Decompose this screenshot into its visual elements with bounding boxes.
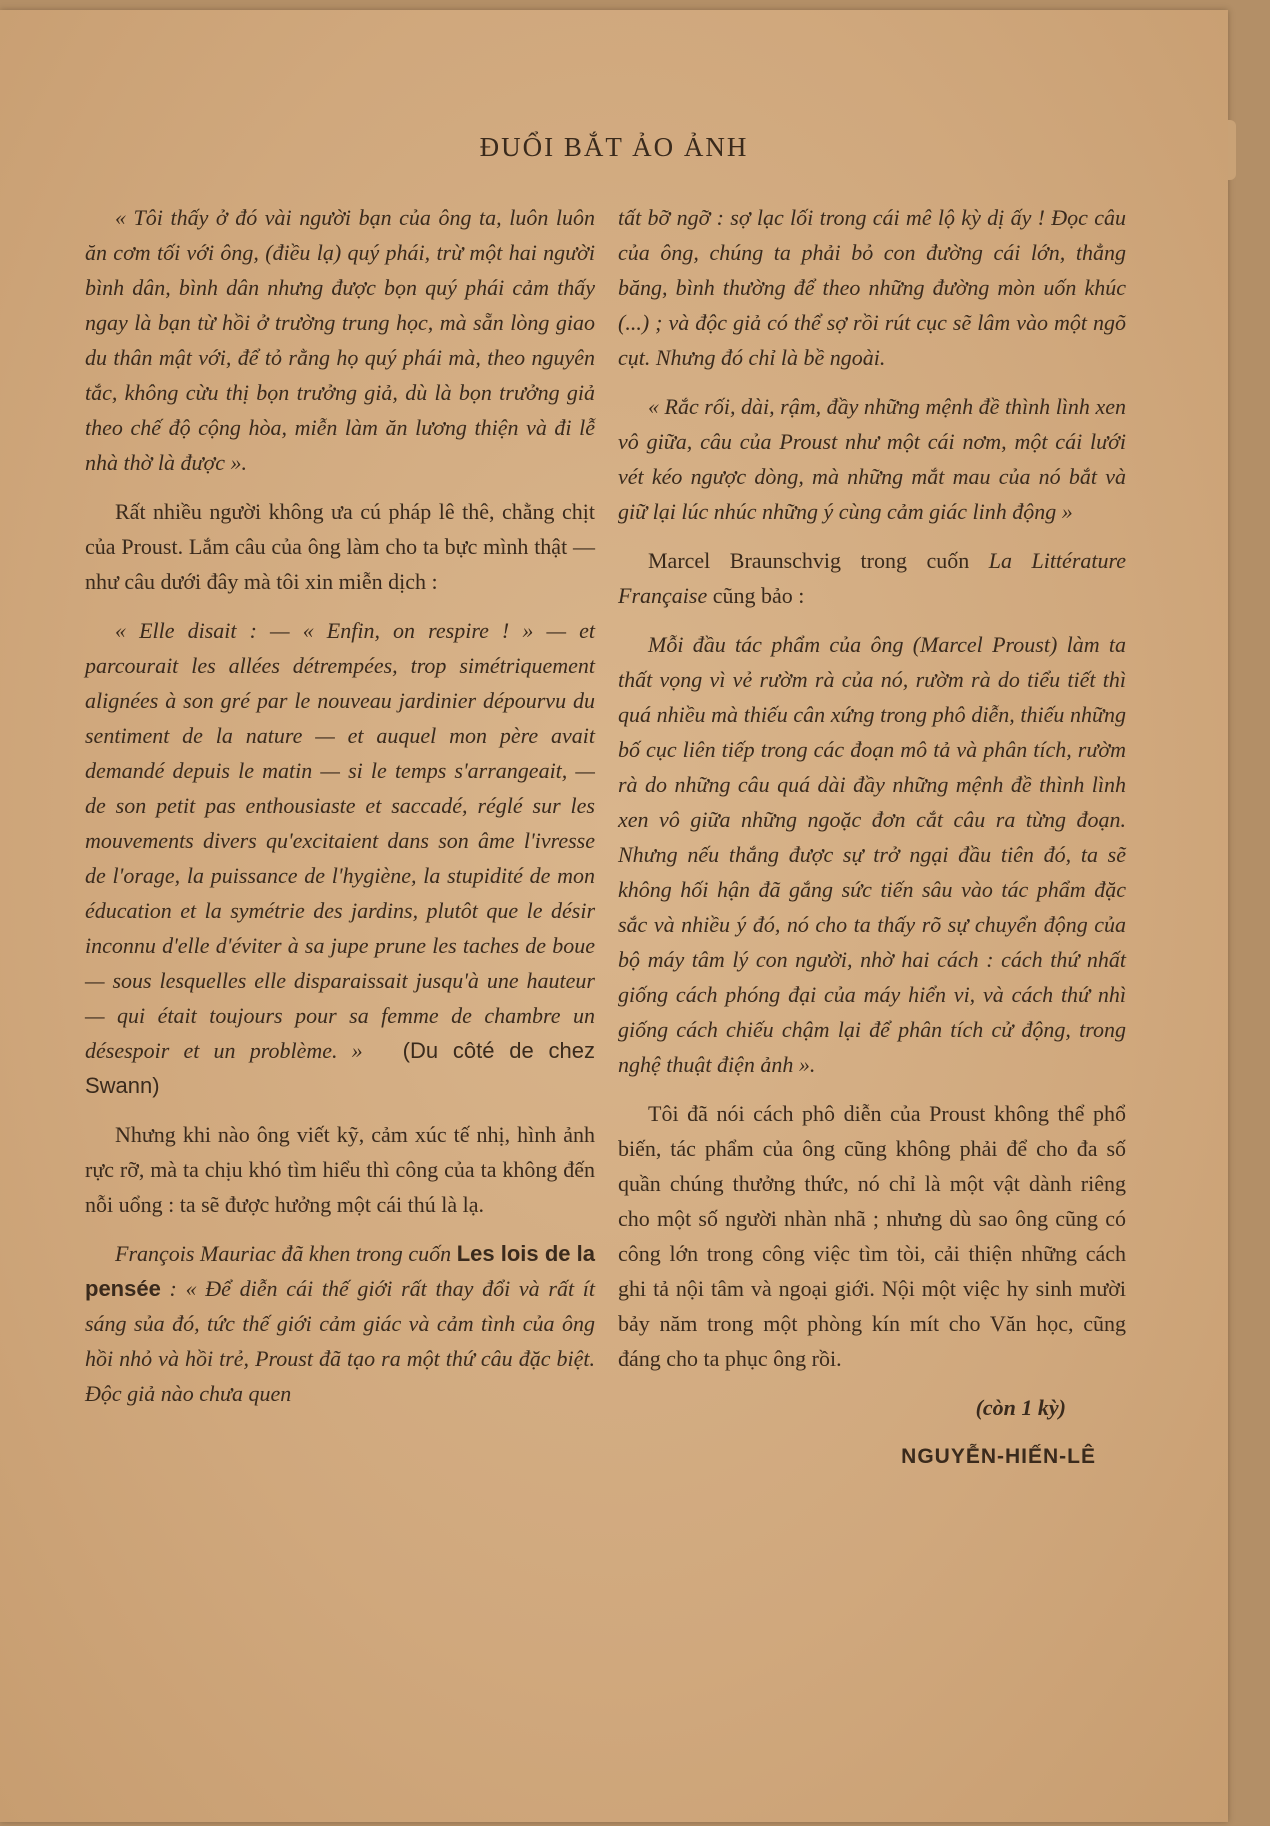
paragraph-text: : « Để diễn cái thế giới rất thay đổi và rất ít sáng sủa đó, tức thế giới cảm giác và cảm tình của ông hồi nhỏ và hồi trẻ, Proust đã tạo ra một thứ câu đặc biệt. Độc giả nào chưa quen [85, 1276, 595, 1406]
body-paragraph: Rất nhiều người không ưa cú pháp lê thê, chằng chịt của Proust. Lắm câu của ông làm cho ta bực mình thật — như câu dưới đây mà tôi xin miễn dịch : [85, 499, 595, 594]
page-title: ĐUỔI BẮT ẢO ẢNH [479, 132, 749, 162]
quote-source: (Du côté de chez Swann) [85, 1038, 595, 1098]
author-signature: NGUYỄN-HIẾN-LÊ [901, 1445, 1096, 1468]
page-edge-tear [1228, 120, 1236, 180]
body-paragraph: Nhưng khi nào ông viết kỹ, cảm xúc tế nhị, hình ảnh rực rỡ, mà ta chịu khó tìm hiểu thì công của ta không đến nỗi uổng : ta sẽ được hưởng một cái thú là lạ. [85, 1122, 595, 1217]
book-title: Les lois de la pensée [85, 1241, 596, 1301]
french-quote-paragraph [85, 613, 595, 1103]
book-title: La Littérature Française [618, 548, 1126, 608]
paragraph-text: cũng bảo : [707, 583, 805, 608]
quote-paragraph: « Rắc rối, dài, rậm, đầy những mệnh đề thình lình xen vô giữa, câu của Proust như một cái nơm, một cái lưới vét kéo ngược dòng, mà những mắt mau của nó bắt và giữ lại lúc nhúc những ý cùng cảm giác linh động » [618, 394, 1126, 524]
quote-continuation: tất bỡ ngỡ : sợ lạc lối trong cái mê lộ kỳ dị ấy ! Đọc câu của ông, chúng ta phải bỏ con đường cái lớn, thẳng băng, bình thường để theo những đường mòn uốn khúc (...) ; và độc giả có thể sợ rồi rút cục sẽ lâm vào một ngõ cụt. Nhưng đó chỉ là bề ngoài. [618, 205, 1126, 370]
braunschvig-paragraph [618, 543, 1126, 613]
quote-paragraph: « Tôi thấy ở đó vài người bạn của ông ta, luôn luôn ăn cơm tối với ông, (điều lạ) quý phái, trừ một hai người bình dân, bình dân nhưng được bọn quý phái cảm thấy ngay là bạn từ hồi ở trường trung học, mà sẵn lòng giao du thân mật với, để tỏ rằng họ quý phái mà, theo nguyên tắc, không cừu thị bọn trưởng giả, dù là bọn trưởng giả theo chế độ cộng hòa, miễn làm ăn lương thiện và đi lễ nhà thờ là được ». [85, 205, 595, 475]
quote-paragraph: Mỗi đầu tác phẩm của ông (Marcel Proust) làm ta thất vọng vì vẻ rườm rà của nó, rườm rà do tiểu tiết thì quá nhiều mà thiếu cân xứng trong phô diễn, thiếu những bố cục liên tiếp trong các đoạn mô tả và phân tích, rườm rà do những câu quá dài đầy những mệnh đề thình lình xen vô giữa những ngoặc đơn cắt câu ra từng đoạn. Nhưng nếu thắng được sự trở ngại đầu tiên đó, ta sẽ không hối hận đã gắng sức tiến sâu vào tác phẩm đặc sắc và nhiều ý đó, nó cho ta thấy rõ sự chuyển động của bộ máy tâm lý con người, nhờ hai cách : cách thứ nhất giống cách phóng đại của máy hiển vi, và cách thứ nhì giống cách chiếu chậm lại để phân tích cử động, trong nghệ thuật điện ảnh ». [618, 632, 1126, 1077]
right-column [618, 200, 1126, 1488]
french-quote: « Elle disait : — « Enfin, on respire ! » — et parcourait les allées détrempées, trop simétriquement alignées à son gré par le nouveau jardinier dépourvu du sentiment de la nature — et auquel mon père avait demandé depuis le matin — si le temps s'arrangeait, — de son petit pas enthousiaste et saccadé, réglé sur les mouvements divers qu'excitaient dans son âme l'ivresse de l'orage, la puissance de l'hygiène, la stupidité de mon éducation et la symétrie des jardins, plutôt que le désir inconnu d'elle d'éviter à sa jupe prune les taches de boue — sous lesquelles elle disparaissait jusqu'à une hauteur — qui était toujours pour sa femme de chambre un désespoir et un problème. » [85, 618, 595, 1063]
author-name: François Mauriac [115, 1241, 276, 1266]
paragraph-text: đã khen trong cuốn [275, 1241, 457, 1266]
mauriac-paragraph [85, 1236, 595, 1411]
magazine-page [0, 10, 1228, 1822]
continued-note: (còn 1 kỳ) [975, 1395, 1066, 1420]
body-paragraph: Tôi đã nói cách phô diễn của Proust không thể phổ biến, tác phẩm của ông cũng không phải để cho đa số quần chúng thưởng thức, nó chỉ là một vật dành riêng cho một số người nhàn nhã ; nhưng dù sao ông cũng có công lớn trong công việc tìm tòi, cải thiện những cách ghi tả nội tâm và ngoại giới. Nội một việc hy sinh mười bảy năm trong một phòng kín mít cho Văn học, cũng đáng cho ta phục ông rồi. [618, 1101, 1126, 1371]
paragraph-text: Marcel Braunschvig trong cuốn [648, 548, 989, 573]
left-column [85, 200, 595, 1425]
